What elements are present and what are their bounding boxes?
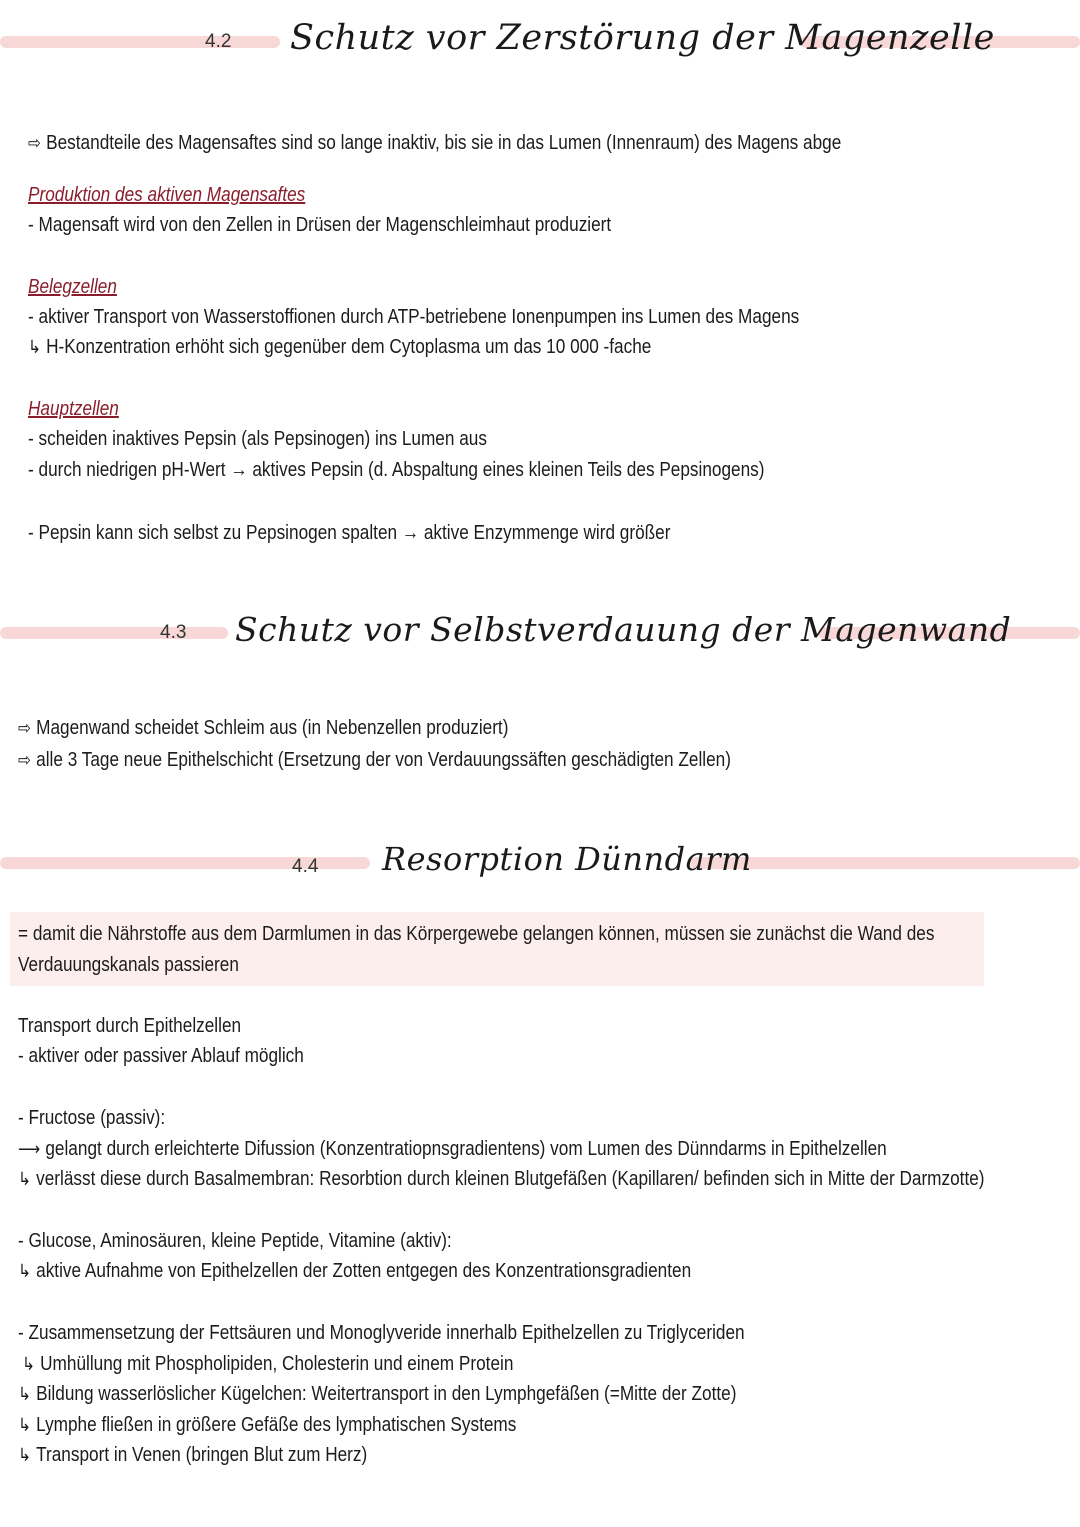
corner-down-right-icon: ↳: [22, 1354, 35, 1375]
hauptzellen-line2: - durch niedrigen pH-Wert → aktives Pepsin (d. Abspaltung eines kleinen Teils des Pepsinogens): [28, 459, 765, 481]
corner-down-right-icon: ↳: [18, 1384, 31, 1405]
definition-line2: Verdauungskanals passieren: [18, 954, 239, 976]
fructose-line1: ⟶ gelangt durch erleichterte Difussion (Konzentratiopnsgradientens) vom Lumen des Dünndarms in Epithelzellen: [18, 1135, 887, 1164]
corner-down-right-icon: ↳: [28, 337, 41, 358]
definition-line1: = damit die Nährstoffe aus dem Darmlumen in das Körpergewebe gelangen können, müssen sie zunächst die Wand des: [18, 923, 935, 945]
fett-heading: - Zusammensetzung der Fettsäuren und Monoglyveride innerhalb Epithelzellen zu Triglyceriden: [18, 1322, 745, 1344]
hauptzellen-heading: Hauptzellen: [28, 398, 119, 420]
pepsin-line: - Pepsin kann sich selbst zu Pepsinogen spalten → aktive Enzymmenge wird größer: [28, 522, 671, 544]
section-4-2-intro: ⇨ Bestandteile des Magensaftes sind so lange inaktiv, bis sie in das Lumen (Innenraum) des Magens abge: [28, 129, 841, 158]
section-4-2-title: Schutz vor Zerstörung der Magenzelle: [290, 18, 995, 58]
belegzellen-heading: Belegzellen: [28, 276, 117, 298]
section-4-4-number: 4.4: [292, 856, 319, 877]
section-4-3-line2: ⇨ alle 3 Tage neue Epithelschicht (Ersetzung der von Verdauungssäften geschädigten Zellen): [18, 746, 731, 775]
corner-down-right-icon: ↳: [18, 1169, 31, 1190]
section-4-3-line1: ⇨ Magenwand scheidet Schleim aus (in Nebenzellen produziert): [18, 714, 508, 743]
glucose-heading: - Glucose, Aminosäuren, kleine Peptide, Vitamine (aktiv):: [18, 1230, 452, 1252]
fett-line4: ↳ Transport in Venen (bringen Blut zum Herz): [18, 1441, 367, 1470]
corner-down-right-icon: ↳: [18, 1261, 31, 1282]
outline-right-arrow-icon: ⇨: [18, 718, 31, 739]
section-4-3-number: 4.3: [160, 622, 187, 643]
right-arrow-icon: ⟶: [18, 1139, 41, 1160]
section-4-4-title: Resorption Dünndarm: [382, 840, 752, 878]
section-4-2-number: 4.2: [205, 31, 232, 52]
outline-right-arrow-icon: ⇨: [18, 750, 31, 771]
belegzellen-line1: - aktiver Transport von Wasserstoffionen durch ATP-betriebene Ionenpumpen ins Lumen des Magens: [28, 306, 800, 328]
produktion-heading: Produktion des aktiven Magensaftes: [28, 184, 306, 206]
fett-line1: ↳ Umhüllung mit Phospholipiden, Cholesterin und einem Protein: [22, 1350, 513, 1379]
section-4-3-title: Schutz vor Selbstverdauung der Magenwand: [235, 610, 1012, 649]
section-4-2-highlight-left: [0, 36, 280, 48]
corner-down-right-icon: ↳: [18, 1415, 31, 1436]
fett-line3: ↳ Lymphe fließen in größere Gefäße des lymphatischen Systems: [18, 1411, 516, 1440]
transport-line: - aktiver oder passiver Ablauf möglich: [18, 1045, 304, 1067]
transport-heading: Transport durch Epithelzellen: [18, 1015, 242, 1037]
outline-right-arrow-icon: ⇨: [28, 133, 41, 154]
belegzellen-line2: ↳ H-Konzentration erhöht sich gegenüber dem Cytoplasma um das 10 000 -fache: [28, 333, 651, 362]
fructose-heading: - Fructose (passiv):: [18, 1107, 166, 1129]
section-4-3-highlight-left: [0, 627, 228, 639]
hauptzellen-line1: - scheiden inaktives Pepsin (als Pepsinogen) ins Lumen aus: [28, 428, 487, 450]
fructose-line2: ↳ verlässt diese durch Basalmembran: Resorbtion durch kleinen Blutgefäßen (Kapillaren/ befinden sich in Mitte der Darmzotte): [18, 1165, 985, 1194]
fett-line2: ↳ Bildung wasserlöslicher Kügelchen: Weitertransport in den Lymphgefäßen (=Mitte der Zotte): [18, 1380, 736, 1409]
corner-down-right-icon: ↳: [18, 1445, 31, 1466]
produktion-text: - Magensaft wird von den Zellen in Drüsen der Magenschleimhaut produziert: [28, 214, 612, 236]
glucose-line: ↳ aktive Aufnahme von Epithelzellen der Zotten entgegen des Konzentrationsgradienten: [18, 1257, 691, 1286]
